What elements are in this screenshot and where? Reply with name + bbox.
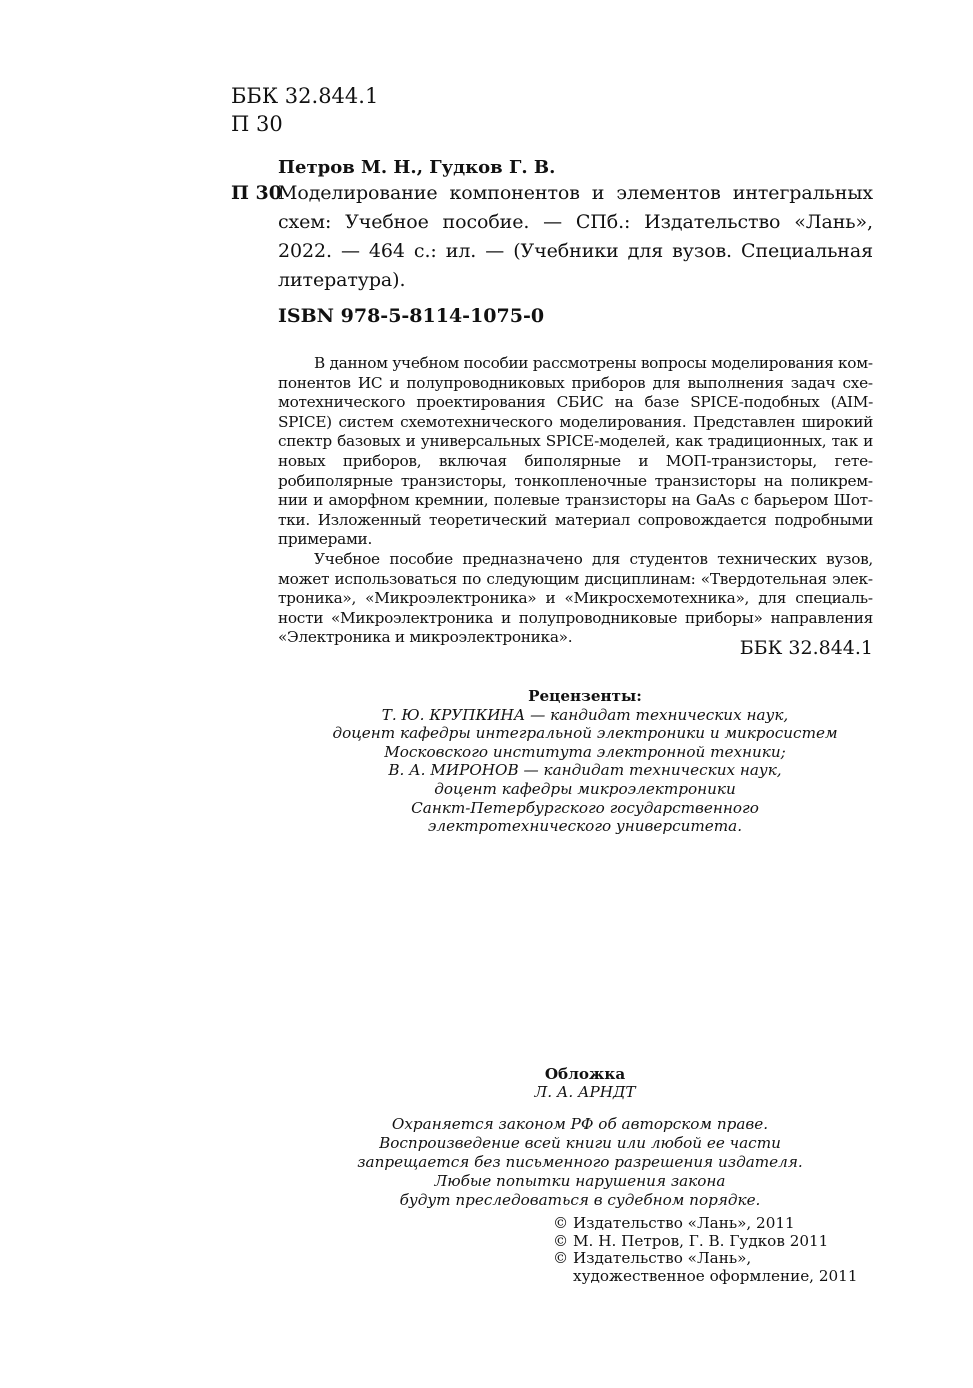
copyright-symbol: ©: [553, 1214, 569, 1232]
reviewer-line: В. А. МИРОНОВ — кандидат технических наук,: [388, 761, 782, 780]
law-line: Охраняется законом РФ об авторском праве.: [391, 1115, 769, 1133]
authors-heading: Петров М. Н., Гудков Г. В.: [278, 157, 556, 178]
annotation-paragraph: В данном учебном пособии рассмотрены вопросы моделирования компонентов ИС и полупроводниковых приборов для выполнения задач схемотехнического проектирования СБИС на базе SPICE-подобных (AIM-SPICE) систем схемотехнического моделирования. Представлен широкий спектр базовых и универсальных SPICE-моделей, как традиционных, так и новых приборов, включая биполярные и МОП-транзисторы, гетеробиполярные транзисторы, тонкопленочные транзисторы на поликремнии и аморфном кремнии, полевые транзисторы на GaAs с барьером Шоттки. Изложенный теоретический материал сопровождается подробными примерами.: [278, 354, 873, 549]
annotation-bbk: ББК 32.844.1: [739, 637, 873, 659]
copyright-symbol: ©: [553, 1249, 569, 1267]
reviewer-line: электротехнического университета.: [427, 817, 743, 836]
copyright-symbol: ©: [553, 1231, 569, 1250]
bbk-code: ББК 32.844.1: [231, 84, 379, 108]
reviewer-line: Т. Ю. КРУПКИНА — кандидат технических наук,: [381, 705, 789, 724]
copyright-line: [553, 1233, 858, 1251]
annotation-paragraph: Учебное пособие предназначено для студентов технических вузов, может использоваться по следующим дисциплинам: «Твердотельная электроника», «Микроэлектроника» и «Микросхемотехника», для специальности «Микроэлектроника и полупроводниковые приборы» направления «Электроника и микроэлектроника».: [278, 549, 873, 647]
reviewer-line: Санкт-Петербургского государственного: [411, 798, 759, 817]
classification-block: [231, 82, 378, 138]
record-code: П 30: [231, 182, 282, 204]
law-line: будут преследоваться в судебном порядке.: [399, 1191, 761, 1209]
copyright-text: М. Н. Петров, Г. В. Гудков 2011: [573, 1231, 829, 1250]
annotation: [278, 354, 873, 648]
copyright-text: Издательство «Лань»,: [573, 1249, 752, 1267]
law-line: Любые попытки нарушения закона: [434, 1172, 726, 1190]
reviewers-block: [280, 687, 890, 836]
reviewer-line: доцент кафедры микроэлектроники: [434, 779, 736, 798]
copyright-block: [553, 1215, 858, 1285]
law-line: Воспроизведение всей книги или любой ее части: [379, 1134, 781, 1152]
reviewer-line: доцент кафедры интегральной электроники и микросистем: [332, 724, 838, 743]
reviewer-line: Московского института электронной техники;: [384, 742, 786, 761]
isbn: ISBN 978-5-8114-1075-0: [278, 305, 545, 327]
copyright-continuation: художественное оформление, 2011: [573, 1266, 858, 1285]
cover-designer: Л. А. АРНДТ: [534, 1083, 636, 1101]
reviewers-title: Рецензенты:: [528, 687, 642, 705]
copyright-text: Издательство «Лань», 2011: [573, 1214, 795, 1232]
bibliographic-description: Моделирование компонентов и элементов интегральных схем: Учебное пособие. — СПб.: Издательство «Лань», 2022. — 464 с.: ил. — (Учебники для вузов. Специальная литература).: [278, 182, 873, 291]
law-line: запрещается без письменного разрешения издателя.: [357, 1153, 803, 1171]
copyright-law-notice: [320, 1115, 840, 1210]
copyright-line: [553, 1215, 858, 1233]
author-mark: П 30: [231, 112, 283, 136]
cover-title: Обложка: [544, 1065, 626, 1083]
copyright-line: [553, 1250, 858, 1268]
cover-credit: [380, 1065, 790, 1101]
